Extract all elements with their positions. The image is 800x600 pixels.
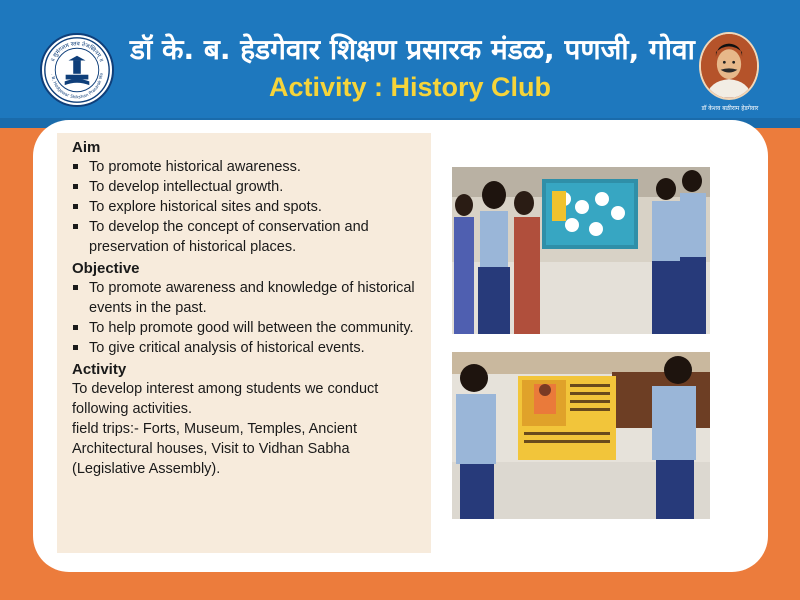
activity-intro-text: To develop interest among students we conduct following activities. [72,381,379,417]
school-logo-icon [40,33,114,107]
list-item: To help promote good will between the community. [72,318,423,338]
logo-motto: ॥ सुमंगलम स्‍तव तेजस्विनम् ॥ [49,41,105,63]
activity-heading: Activity [72,361,127,378]
portrait-caption: डॉ केशव बळीराम हेडगेवार [701,105,759,112]
info-panel [57,133,431,553]
list-item: To develop intellectual growth. [72,177,423,197]
logo-name: . B. Hedgewar Shikshan Prasarak Ma [49,72,105,101]
students-at-display-board-photo [452,167,710,334]
aim-heading: Aim [72,139,101,156]
list-item: To promote awareness and knowledge of historical events in the past. [72,278,423,318]
page-title: Activity : History Club [268,72,552,102]
activity-field-trips-text: field trips:- Forts, Museum, Temples, Ancient Architectural houses, Visit to Vidhan Sabha (Legislative Assembly). [72,421,358,477]
list-item: To develop the concept of conservation and preservation of historical places. [72,217,423,257]
aim-list [72,157,423,257]
founder-portrait-icon [699,32,759,100]
list-item: To give critical analysis of historical events. [72,338,423,358]
list-item: To explore historical sites and spots. [72,197,423,217]
organization-title: डॉ के. ब. हेडगेवार शिक्षण प्रसारक मंडळ, पणजी, गोवा [130,33,695,66]
students-holding-chart-photo [452,352,710,519]
header-banner [0,0,800,128]
objective-list [72,278,423,358]
list-item: To promote historical awareness. [72,157,423,177]
objective-heading: Objective [72,260,140,277]
